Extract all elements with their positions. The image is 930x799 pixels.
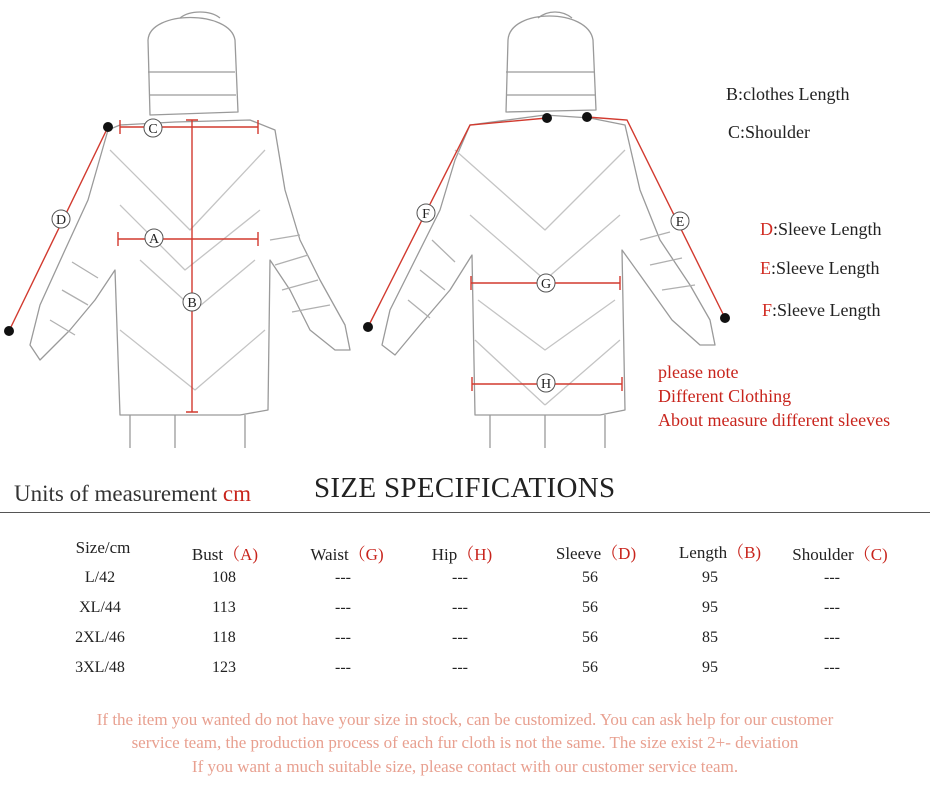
col-header-hip: Hip（H) — [431, 545, 493, 564]
legend-d: D:Sleeve Length — [760, 219, 882, 239]
svg-text:C: C — [148, 122, 158, 137]
table-cell: 56 — [582, 569, 598, 586]
footer-line-2: service team, the production process of each fur cloth is not the same. The size exist 2+- deviation — [131, 733, 799, 752]
table-cell: 118 — [212, 629, 236, 646]
col-header-waist: Waist（G) — [310, 545, 384, 564]
note-line-1: please note — [658, 362, 739, 382]
svg-text:H: H — [540, 377, 552, 392]
table-cell: 2XL/46 — [75, 629, 125, 646]
table-cell: --- — [335, 569, 351, 586]
table-cell: --- — [335, 599, 351, 616]
table-cell: 95 — [702, 569, 718, 586]
table-cell: --- — [824, 569, 840, 586]
footer-line-1: If the item you wanted do not have your size in stock, can be customized. You can ask help for our customer — [96, 710, 834, 729]
legend-c: C:Shoulder — [728, 122, 811, 142]
legend-b: B:clothes Length — [726, 84, 850, 104]
label-e-marker — [671, 212, 689, 230]
note-line-3: About measure different sleeves — [658, 410, 891, 430]
units-of-measurement: Units of measurement cm — [14, 481, 251, 506]
label-a-marker — [145, 229, 163, 247]
col-header-sleeve: Sleeve（D) — [555, 544, 637, 563]
col-header-size: Size/cm — [75, 538, 131, 557]
table-cell: 56 — [582, 599, 598, 616]
table-cell: 3XL/48 — [75, 659, 125, 676]
table-cell: --- — [335, 659, 351, 676]
label-d-marker — [52, 210, 70, 228]
table-cell: 123 — [212, 659, 236, 676]
svg-text:B: B — [187, 296, 197, 311]
col-header-length: Length（B) — [678, 543, 762, 562]
svg-text:A: A — [148, 232, 160, 247]
label-c-marker — [144, 119, 162, 137]
table-cell: 108 — [212, 569, 236, 586]
table-cell: 56 — [582, 659, 598, 676]
table-cell: 56 — [582, 629, 598, 646]
col-header-bust: Bust（A) — [191, 545, 259, 564]
label-g-marker — [537, 274, 555, 292]
size-specifications-title: SIZE SPECIFICATIONS — [314, 472, 616, 504]
table-cell: 113 — [212, 599, 236, 616]
table-cell: --- — [452, 569, 468, 586]
col-header-shoulder: Shoulder（C) — [792, 545, 888, 564]
svg-text:G: G — [540, 277, 552, 292]
label-h-marker — [537, 374, 555, 392]
table-cell: --- — [452, 599, 468, 616]
table-cell: --- — [824, 599, 840, 616]
table-cell: --- — [452, 659, 468, 676]
table-cell: 95 — [702, 659, 718, 676]
table-cell: --- — [452, 629, 468, 646]
table-cell: XL/44 — [79, 599, 121, 616]
table-cell: --- — [824, 659, 840, 676]
footer-line-3: If you want a much suitable size, please contact with our customer service team. — [191, 757, 739, 776]
svg-text:F: F — [422, 207, 430, 222]
svg-text:E: E — [675, 215, 685, 230]
legend-f: F:Sleeve Length — [762, 300, 881, 320]
front-coat-sketch — [30, 12, 350, 448]
label-b-marker — [183, 293, 201, 311]
table-cell: 85 — [702, 629, 718, 646]
table-cell: L/42 — [84, 569, 116, 586]
label-f-marker — [417, 204, 435, 222]
legend-e: E:Sleeve Length — [760, 258, 880, 278]
svg-text:D: D — [55, 213, 67, 228]
divider — [0, 512, 930, 513]
table-cell: --- — [824, 629, 840, 646]
table-cell: 95 — [702, 599, 718, 616]
table-cell: --- — [335, 629, 351, 646]
note-line-2: Different Clothing — [658, 386, 792, 406]
